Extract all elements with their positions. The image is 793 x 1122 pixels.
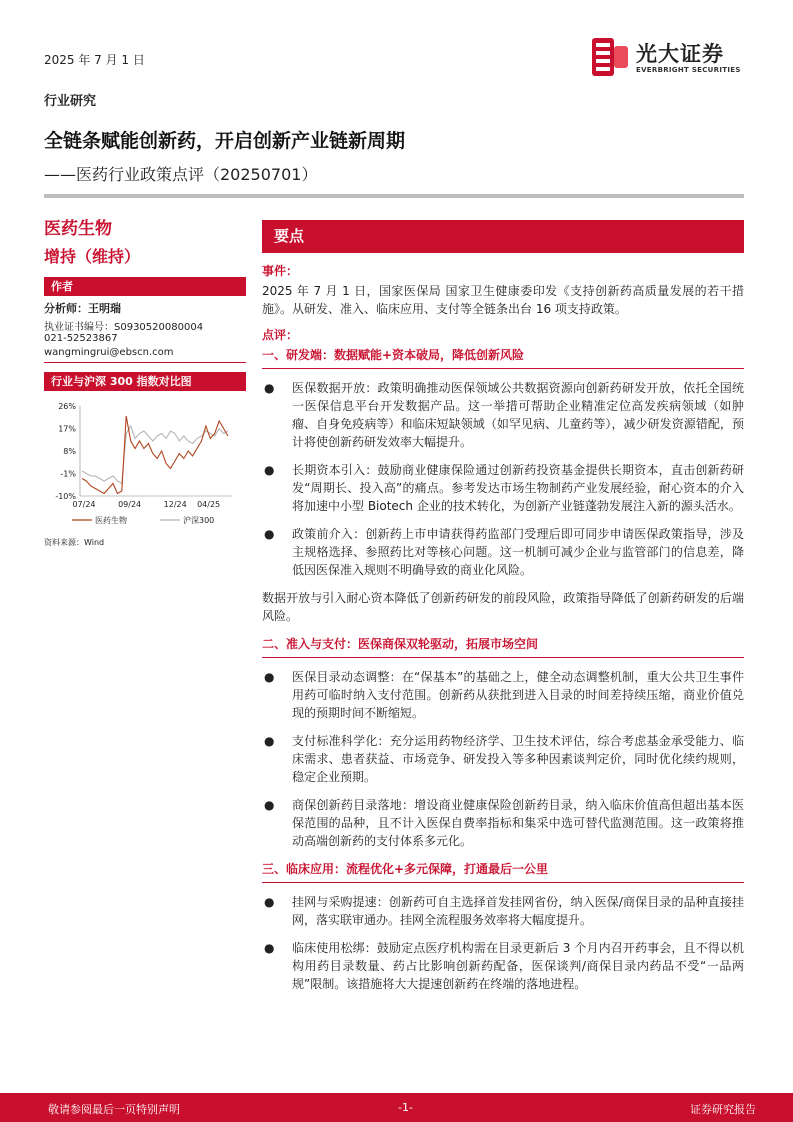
author-header: 作者: [44, 277, 246, 296]
list-item: [262, 796, 744, 850]
report-type: 证券研究报告: [690, 1103, 756, 1116]
series-line-pharma: [82, 416, 228, 494]
bullet-icon: ●: [264, 670, 275, 684]
bullet-icon: ●: [264, 463, 275, 477]
analyst-phone: 021-52523867: [44, 333, 118, 344]
industry-rating: 增持（维持）: [44, 247, 141, 266]
list-item: [262, 939, 744, 993]
legend-label-pharma: 医药生物: [95, 516, 127, 525]
page-number: -1-: [398, 1101, 413, 1114]
bullet-icon: ●: [264, 734, 275, 748]
logo-subtitle: EVERBRIGHT SECURITIES: [636, 66, 741, 74]
page-title: 全链条赋能创新药，开启创新产业链新周期: [44, 130, 406, 152]
list-item: [262, 525, 744, 579]
list-item-text: 医保目录动态调整：在“保基本”的基础之上，健全动态调整机制，重大公共卫生事件用药可临时纳入支付范围。创新药从获批到进入目录的时间差持续压缩，商业价值兑现的预期时间不断缩短。: [292, 670, 744, 720]
section-title-clinical: 三、临床应用：流程优化+多元保障，打通最后一公里: [262, 860, 744, 883]
series-line-csi300: [82, 426, 228, 484]
keypoints-header: 要点: [262, 220, 744, 253]
list-item: [262, 893, 744, 929]
page-footer: [0, 1093, 793, 1122]
header-divider: [44, 194, 744, 198]
bullet-icon: ●: [264, 527, 275, 541]
analyst-name: 分析师：王明瑞: [44, 302, 121, 315]
page-subtitle: ——医药行业政策点评（20250701）: [44, 165, 318, 184]
section-title-rnd: 一、研发端：数据赋能+资本破局，降低创新风险: [262, 346, 744, 369]
list-item-text: 挂网与采购提速：创新药可自主选择首发挂网省份，纳入医保/商保目录的品种直接挂网，落实联审通办。挂网全流程服务效率将大幅度提升。: [292, 895, 744, 927]
y-tick-label: 8%: [63, 447, 76, 456]
section-summary: 数据开放与引入耐心资本降低了创新药研发的前段风险，政策指导降低了创新药研发的后端风险。: [262, 591, 744, 623]
chart-source: 资料来源：Wind: [44, 538, 105, 547]
x-tick-label: 12/24: [163, 500, 187, 509]
list-item-text: 临床使用松绑：鼓励定点医疗机构需在目录更新后 3 个月内召开药事会，且不得以机构用药目录数量、药占比影响创新药配备，医保谈判/商保目录内药品不受“一品两规”限制。该措施将大大提速创新药在终端的落地进程。: [292, 941, 744, 991]
section-title-access: 二、准入与支付：医保商保双轮驱动，拓展市场空间: [262, 635, 744, 658]
logo-name: 光大证券: [636, 42, 724, 66]
chart-header: 行业与沪深 300 指数对比图: [44, 372, 246, 391]
y-tick-label: 26%: [58, 402, 76, 411]
list-item-text: 医保数据开放：政策明确推动医保领域公共数据资源向创新药研发开放，依托全国统一医保信息平台开发数据产品。这一举措可帮助企业精准定位高发疾病领域（如肿瘤、自身免疫病等）和临床短缺领域（如罕见病、儿童药等），减少研发资源错配，预计将使创新药研发效率大幅提升。: [292, 381, 744, 449]
bullet-icon: ●: [264, 895, 275, 909]
event-label: 事件：: [262, 264, 299, 278]
report-date: 2025 年 7 月 1 日: [44, 53, 145, 67]
x-tick-label: 04/25: [197, 500, 221, 509]
x-tick-label: 09/24: [118, 500, 142, 509]
bullet-icon: ●: [264, 941, 275, 955]
comparison-chart: [44, 398, 246, 548]
list-item: [262, 461, 744, 515]
list-item: [262, 379, 744, 451]
comparison-chart-svg: [44, 398, 246, 534]
industry-name: 医药生物: [44, 219, 112, 239]
analyst-email[interactable]: wangmingrui@ebscn.com: [44, 347, 174, 358]
list-item-text: 政策前介入：创新药上市申请获得药监部门受理后即可同步申请医保政策指导，涉及主规格选择、参照药比对等核心问题。这一机制可减少企业与监管部门的信息差，降低因医保准入规则不明确导致的商业化风险。: [292, 527, 744, 577]
keypoints-content: [262, 262, 744, 1003]
license-number: 执业证书编号：S0930520080004: [44, 322, 204, 333]
legend-label-csi300: 沪深300: [183, 516, 215, 525]
comment-label: 点评：: [262, 328, 299, 342]
event-text: 2025 年 7 月 1 日，国家医保局 国家卫生健康委印发《支持创新药高质量发展的若干措施》。从研发、准入、临床应用、支付等全链条出台 16 项支持政策。: [262, 284, 744, 316]
author-divider: [44, 362, 246, 363]
bullet-icon: ●: [264, 381, 275, 395]
list-item-text: 长期资本引入：鼓励商业健康保险通过创新药投资基金提供长期资本，直击创新药研发“周期长、投入高”的痛点。参考发达市场生物制药产业发展经验，耐心资本的介入将加速中小型 Biotech 企业的技术转化，为创新产业链蓬勃发展注入新的源头活水。: [292, 463, 744, 513]
report-category: 行业研究: [44, 94, 97, 109]
y-tick-label: -1%: [60, 469, 76, 479]
bullet-icon: ●: [264, 798, 275, 812]
list-item: [262, 732, 744, 786]
y-tick-label: 17%: [58, 424, 76, 434]
y-tick-label: -10%: [55, 492, 76, 501]
list-item-text: 支付标准科学化：充分运用药物经济学、卫生技术评估，综合考虑基金承受能力、临床需求、患者获益、市场竞争、研发投入等多种因素谈判定价，同时优化续约规则，稳定企业预期。: [292, 734, 744, 784]
list-item: [262, 668, 744, 722]
list-item-text: 商保创新药目录落地：增设商业健康保险创新药目录，纳入临床价值高但超出基本医保范围的品种，且不计入医保自费率指标和集采中选可替代监测范围。这一政策将推动高端创新药的支付体系多元化。: [292, 798, 744, 848]
x-tick-label: 07/24: [72, 500, 96, 509]
disclaimer-link[interactable]: 敬请参阅最后一页特别声明: [48, 1103, 180, 1116]
